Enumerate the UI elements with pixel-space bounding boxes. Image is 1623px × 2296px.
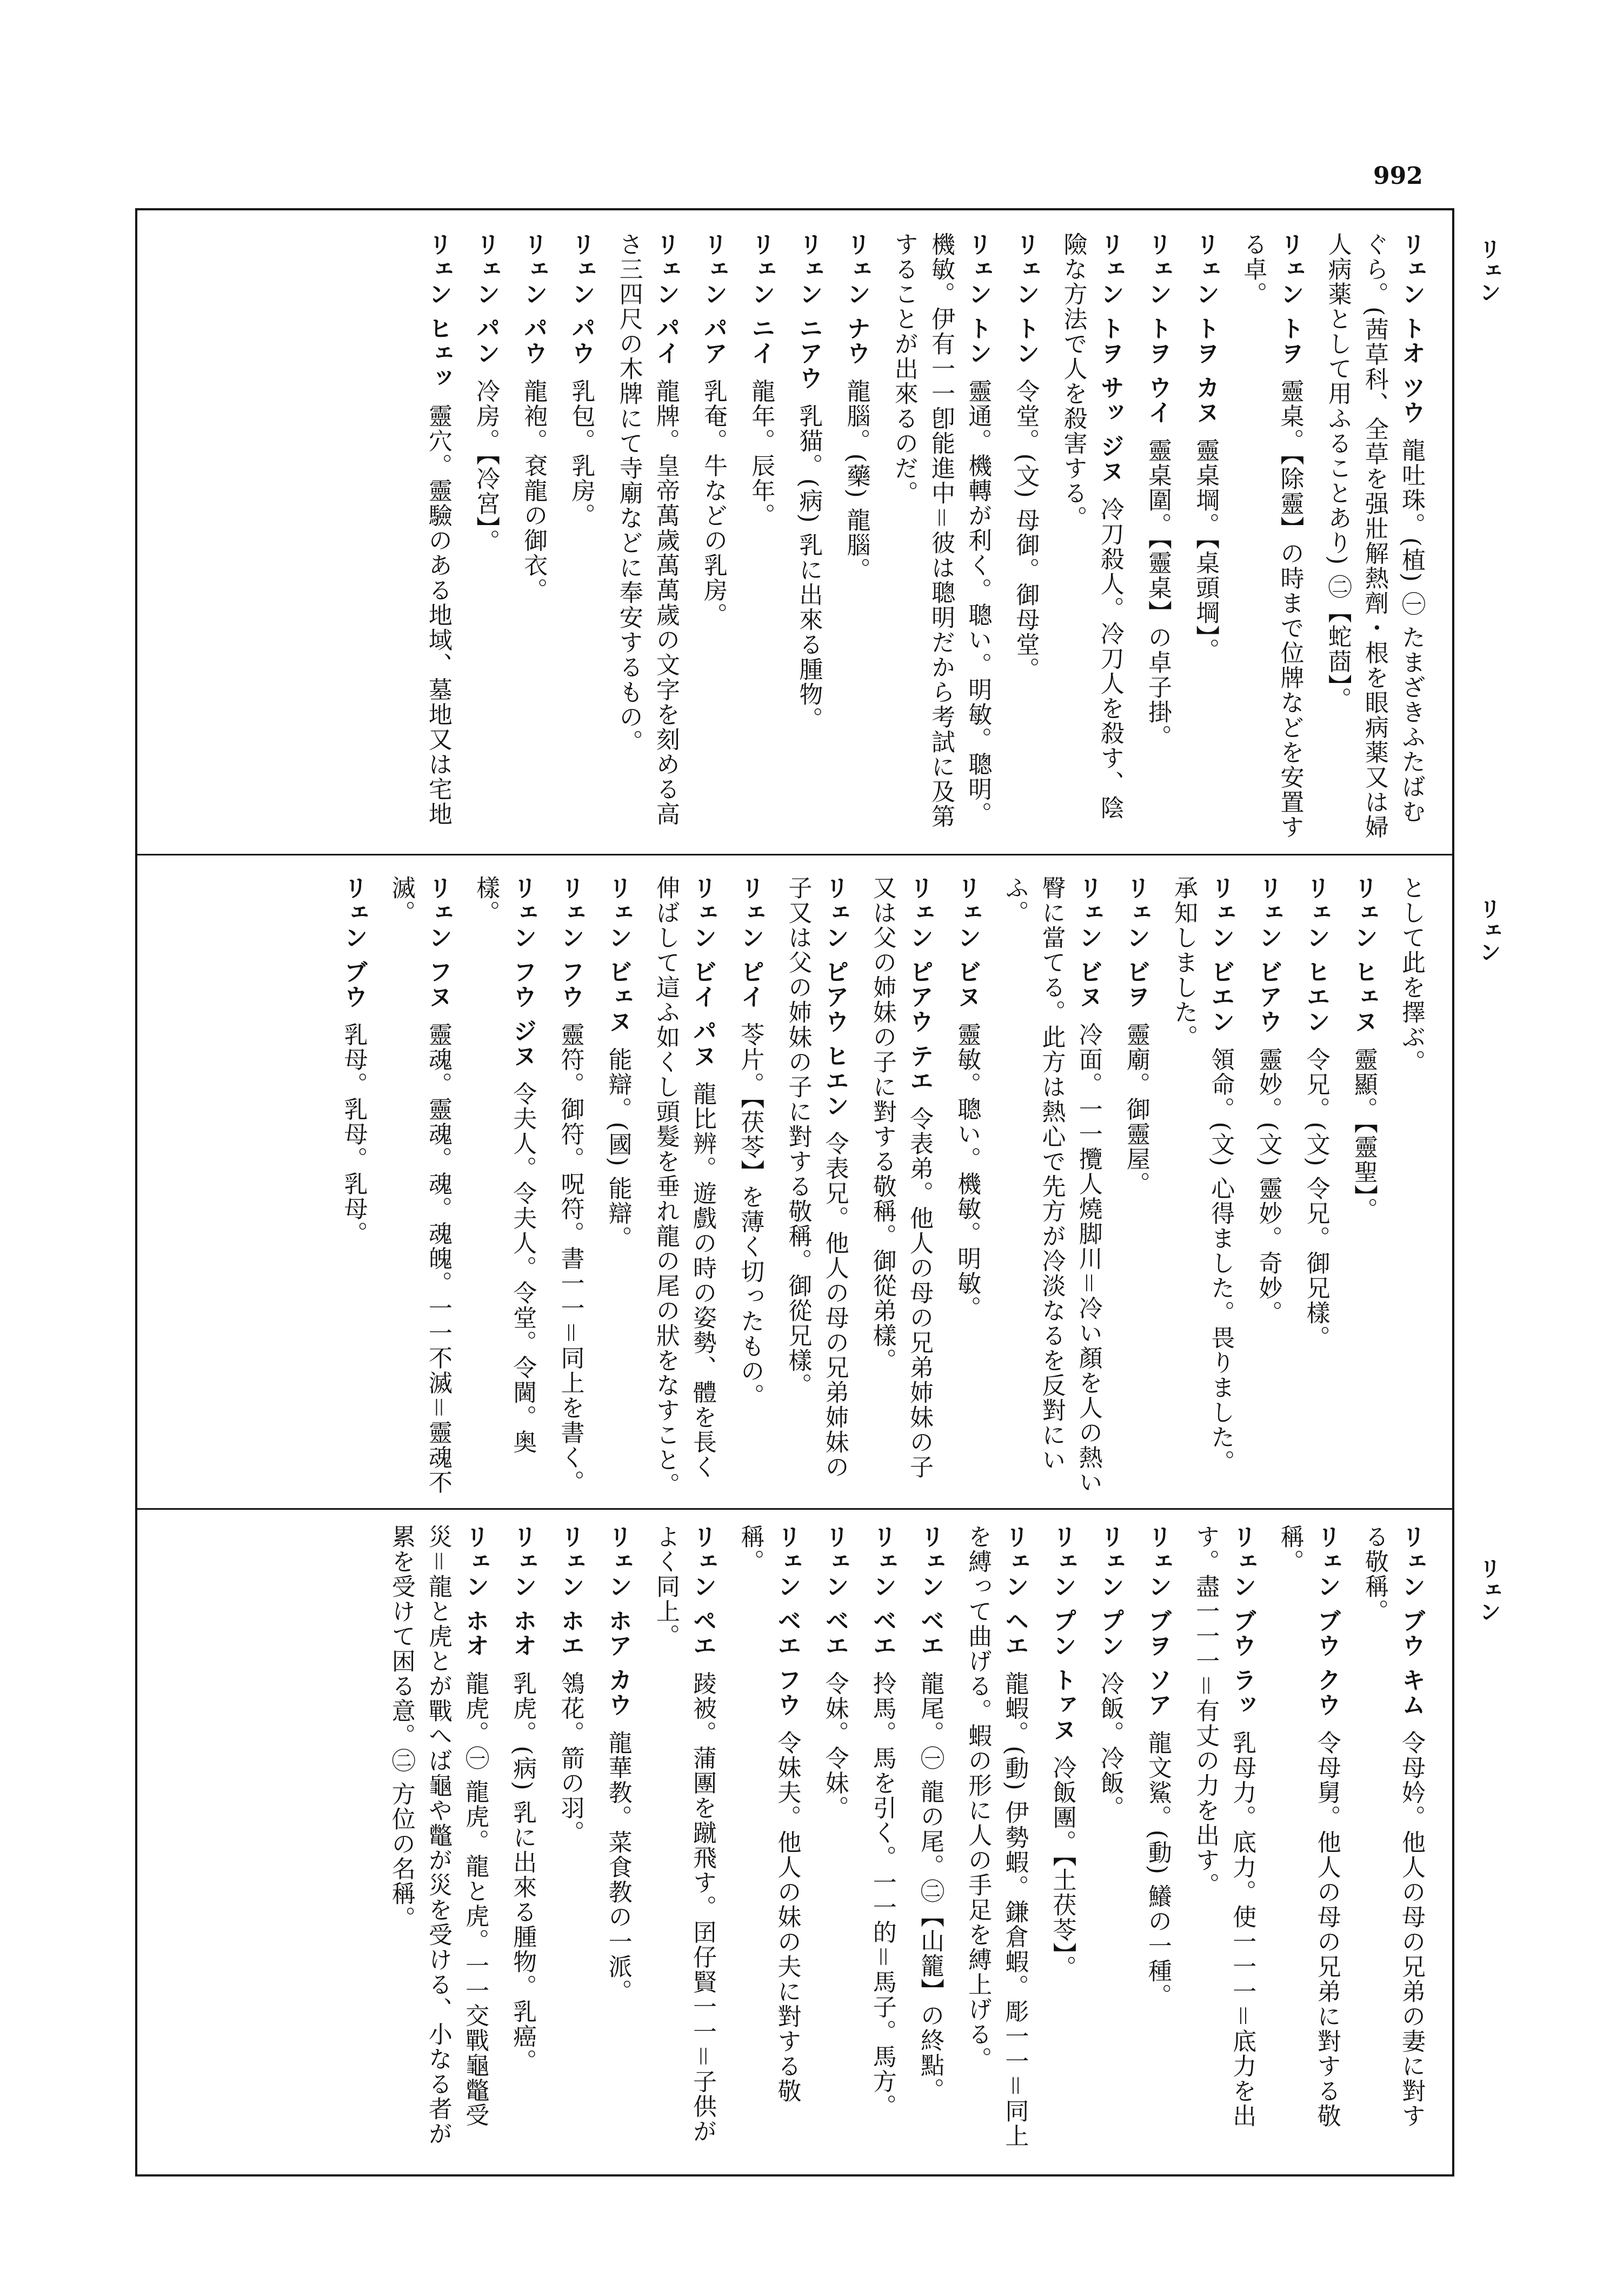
entry-definition: 靈符。御符。呪符。書一一＝同上を書く。: [556, 1022, 584, 1495]
entry-definition: 令母妗。他人の母の兄弟の妻に對する敬稱。: [1360, 1524, 1425, 2128]
entry-headword: リェン ビエン: [1207, 875, 1235, 1034]
entry-headword: リェン ブウ ラッ: [1228, 1524, 1256, 1717]
dictionary-entry: [996, 875, 1107, 1497]
entry-headword: リェン ヒエン: [1302, 875, 1330, 1034]
dictionary-entry: [467, 875, 541, 1497]
entry-headword: リェン フウ: [556, 875, 584, 1010]
entry-definition: 冷飯團。【土茯苓】。: [1048, 1755, 1076, 1980]
entry-definition: 龍尾。㊀ 龍の尾。㊁【山籠】の終點。: [916, 1671, 944, 2103]
entry-definition: 令堂。(文) 母御。御母堂。: [1012, 379, 1040, 682]
entry-headword: リェン プン トァヌ: [1048, 1524, 1076, 1742]
entry-definition: 冷刀殺人。冷刀人を殺す、陰險な方法で人を殺害する。: [1059, 232, 1124, 820]
dictionary-entry: [383, 875, 456, 1497]
band-divider: [137, 1508, 1452, 1510]
entry-headword: リェン パイ: [651, 232, 680, 366]
page-frame: [135, 208, 1454, 2176]
dictionary-band-top: [164, 232, 1429, 843]
entry-definition: 靈顯。【靈聖】。: [1349, 1047, 1378, 1223]
entry-definition: 龍虎。㊀ 龍虎。龍と虎。一一交戰龜鼈受災＝龍と虎とが戰へば龜や鼈が災を受ける、小なる者が累を受けて困る意。㊁ 方位の名稱。: [387, 1524, 489, 2146]
entry-definition: 靈通。機轉が利く。聰い。明敏。聰明。機敏。伊有一一卽能進中＝彼は聰明だから考試に及第することが出來るのだ。: [890, 232, 992, 829]
entry-definition: 令表兄。他人の母の兄弟姉妹の子又は父の姉妹の子に對する敬稱。御從兄樣。: [784, 875, 849, 1479]
entry-definition: 龍文鯊。(動) 鱶の一種。: [1143, 1730, 1172, 2008]
entry-headword: リェン ピアウ ヒエン: [821, 875, 849, 1118]
dictionary-entry: [420, 232, 456, 843]
entry-definition: 靈妙。(文) 靈妙。奇妙。: [1254, 1047, 1282, 1325]
dictionary-entry: [551, 1524, 588, 2152]
dictionary-entry: [1319, 232, 1429, 843]
entry-headword: リェン フウ ジヌ: [509, 875, 537, 1069]
entry-definition: 冷面。一一攬人燒脚川＝冷い顏を人の熱い臀に當てる。此方は熱心で先方が冷淡なるを反對にいふ。: [1001, 875, 1102, 1495]
dictionary-entry: [1356, 1524, 1429, 2152]
entry-headword: リェン ホオ: [461, 1524, 489, 1658]
entry-headword: リェン ホエ: [556, 1524, 584, 1658]
entry-definition: として此を擇ぶ。: [1398, 875, 1425, 1074]
entry-definition: 鴒花。箭の羽。: [556, 1671, 584, 1846]
entry-definition: 令表弟。他人の母の兄弟姉妹の子又は父の姉妹の子に對する敬稱。御從弟樣。: [868, 875, 933, 1479]
dictionary-entry: [383, 1524, 494, 2152]
entry-headword: リェン トヲ サッ ジヌ: [1096, 232, 1124, 484]
entry-definition: 乳奄。牛などの乳房。: [700, 379, 727, 628]
entry-definition: 靈桌。【除靈】の時まで位牌などを安置する卓。: [1239, 232, 1304, 840]
entry-definition: 領命。(文) 心得ました。畏りました。承知しました。: [1170, 875, 1235, 1475]
dictionary-entry: [1234, 232, 1308, 843]
entry-headword: リェン ヒェッ: [424, 232, 452, 391]
entry-definition: 能辯。(國) 能辯。: [604, 1047, 632, 1251]
running-head: リェン: [1476, 238, 1501, 303]
dictionary-entry: [1249, 875, 1286, 1497]
dictionary-entry: [912, 1524, 948, 2152]
entry-headword: リェン ベエ: [868, 1524, 896, 1658]
dictionary-entry: [551, 875, 588, 1497]
entry-headword: リェン ホオ: [509, 1524, 537, 1658]
entry-definition: 龍袍。袞龍の御衣。: [520, 379, 548, 603]
dictionary-entry: [504, 1524, 541, 2152]
dictionary-entry: [742, 232, 779, 843]
entry-headword: リェン トン: [964, 232, 992, 366]
dictionary-entry: [886, 232, 996, 843]
entry-headword: リェン ニアウ: [795, 232, 823, 391]
entry-headword: リェン パン: [472, 232, 500, 366]
entry-definition: 令妹。令妹。: [821, 1671, 849, 1821]
dictionary-entry: [837, 232, 874, 843]
entry-headword: リェン パウ: [520, 232, 548, 366]
dictionary-entry: [864, 875, 937, 1497]
entry-definition: 龍比辨。遊戲の時の姿勢、體を長く伸ばして這ふ如くし頭髮を垂れ龍の尾の狀をなすこと。: [651, 875, 716, 1497]
dictionary-entry: [1054, 232, 1128, 843]
dictionary-entry: [1118, 875, 1154, 1497]
entry-headword: リェン ホア カウ: [604, 1524, 632, 1717]
entry-headword: リェン パウ: [567, 232, 595, 366]
entry-definition: 龍年。辰年。: [747, 379, 775, 528]
entry-headword: リェン ペエ: [689, 1524, 716, 1658]
entry-headword: リェン ビヌ: [1074, 875, 1102, 1010]
dictionary-entry: [562, 232, 599, 843]
dictionary-entry: [790, 232, 827, 843]
entry-definition: 乳母。乳母。乳母。: [340, 1022, 368, 1246]
entry-definition: 拎馬。馬を引く。一一的＝馬子。馬方。: [868, 1671, 896, 2119]
entry-headword: リェン フヌ: [424, 875, 452, 1010]
entry-definition: 靈魂。靈魂。魂。魂魄。一一不滅＝靈魂不滅。: [387, 875, 452, 1495]
entry-definition: 靈穴。靈驗のある地域、墓地又は宅地: [424, 403, 452, 827]
entry-headword: リェン ビヌ: [953, 875, 981, 1010]
page-number: 992: [1373, 162, 1423, 190]
dictionary-entry: [1007, 232, 1043, 843]
entry-definition: 踜被。蒲團を蹴飛す。囝仔賢一一＝子供がよく同上。: [651, 1524, 716, 2144]
entry-definition: 乳虎。(病) 乳に出來る腫物。乳癌。: [509, 1671, 537, 2074]
entry-definition: 龍牌。皇帝萬歲萬萬歲の文字を刻める高さ三四尺の木牌にて寺廟などに奉安するもの。: [615, 232, 680, 827]
entry-definition: 令夫人。令夫人。令堂。令閫。奥樣。: [472, 875, 537, 1455]
entry-definition: 令母舅。他人の母の兄弟に對する敬稱。: [1276, 1524, 1341, 2128]
dictionary-entry: [779, 875, 853, 1497]
entry-definition: 苓片。【茯苓】を薄く切ったもの。: [736, 1022, 764, 1409]
entry-headword: リェン ブウ クウ: [1313, 1524, 1341, 1717]
entry-headword: リェン ナウ: [842, 232, 870, 366]
dictionary-entry: [1297, 875, 1334, 1497]
dictionary-entry: [610, 232, 683, 843]
entry-headword: リェン ベエ: [916, 1524, 944, 1658]
dictionary-entry: [1187, 1524, 1260, 2152]
entry-definition: 龍吐珠。(植) ㊀ たまざきふたばむぐら。(茜草科、全草を强壯解熱劑・根を眼病薬又は婦人病薬として用ふることあり) ㊁【蛇莔】。: [1323, 232, 1425, 840]
entry-headword: リェン ピアウ テエ: [905, 875, 933, 1093]
entry-headword: リェン トヲ: [1276, 232, 1304, 366]
dictionary-entry: [731, 1524, 805, 2152]
dictionary-band-middle: [164, 875, 1429, 1497]
dictionary-entry: [599, 875, 636, 1497]
entry-definition: 冷房。【冷宮】。: [472, 379, 500, 554]
entry-headword: リェン パア: [700, 232, 727, 366]
dictionary-entry: [647, 875, 721, 1497]
entry-headword: リェン ビヲ: [1122, 875, 1150, 1010]
dictionary-entry: [1043, 1524, 1080, 2152]
entry-definition: 龍華教。菜食教の一派。: [604, 1730, 632, 2004]
band-divider: [137, 854, 1452, 855]
entry-definition: 龍蝦。(動) 伊勢蝦。鎌倉蝦。彫一一＝同上を縛って曲げる。蝦の形に人の手足を縛上げる。: [964, 1524, 1029, 2148]
dictionary-band-bottom: [164, 1524, 1429, 2152]
dictionary-entry: [1345, 875, 1382, 1497]
entry-headword: リェン ピイ: [736, 875, 764, 1010]
entry-headword: リェン ビアウ: [1254, 875, 1282, 1034]
entry-headword: リェン ブヲ ソア: [1143, 1524, 1172, 1717]
dictionary-entry: [335, 875, 371, 1497]
entry-definition: 乳包。乳房。: [567, 379, 595, 528]
dictionary-entry: [1165, 875, 1239, 1497]
entry-headword: リェン ヘエ: [1001, 1524, 1029, 1658]
dictionary-entry: [1139, 232, 1176, 843]
entry-definition: 冷飯。冷飯。: [1096, 1671, 1124, 1821]
dictionary-entry: [1187, 232, 1223, 843]
dictionary-entry: [1092, 1524, 1128, 2152]
dictionary-entry: [864, 1524, 901, 2152]
dictionary-entry: [467, 232, 504, 843]
dictionary-entry: [1139, 1524, 1176, 2152]
entry-headword: リェン ベエ フウ: [773, 1524, 801, 1717]
entry-definition: 乳母力。底力。使一一一＝底力を出す。盡一一一＝有丈の力を出す。: [1192, 1524, 1256, 2128]
dictionary-entry: [599, 1524, 636, 2152]
entry-headword: リェン プン: [1096, 1524, 1124, 1658]
dictionary-entry: [647, 1524, 721, 2152]
entry-headword: リェン トオ ツウ: [1398, 232, 1425, 425]
entry-definition: 令兄。(文) 令兄。御兄樣。: [1302, 1047, 1330, 1350]
entry-definition: 靈敏。聰い。機敏。明敏。: [953, 1022, 981, 1321]
entry-definition: 靈桌堈。【桌頭堈】。: [1192, 437, 1220, 663]
dictionary-entry: [515, 232, 551, 843]
entry-headword: リェン ニイ: [747, 232, 775, 366]
entry-headword: リェン トン: [1012, 232, 1040, 366]
entry-headword: リェン ブウ: [340, 875, 368, 1010]
dictionary-entry: [948, 875, 985, 1497]
entry-definition: 靈桌圍。【靈桌】の卓子掛。: [1143, 437, 1172, 749]
dictionary-entry: [1393, 875, 1429, 1497]
dictionary-entry: [959, 1524, 1033, 2152]
entry-headword: リェン ヒェヌ: [1349, 875, 1378, 1034]
dictionary-entry: [816, 1524, 853, 2152]
entry-definition: 令妹夫。他人の妹の夫に對する敬稱。: [736, 1524, 801, 2103]
entry-headword: リェン トヲ カヌ: [1192, 232, 1220, 425]
entry-headword: リェン トヲ ウイ: [1143, 232, 1172, 425]
entry-definition: 龍腦。(藥) 龍腦。: [842, 379, 870, 582]
running-head: リェン: [1476, 1557, 1501, 1622]
entry-headword: リェン ベエ: [821, 1524, 849, 1658]
entry-definition: 靈廟。御靈屋。: [1122, 1022, 1150, 1197]
dictionary-entry: [731, 875, 768, 1497]
entry-headword: リェン ビェヌ: [604, 875, 632, 1034]
running-head: リェン: [1476, 898, 1501, 963]
entry-definition: 乳猫。(病) 乳に出來る腫物。: [795, 403, 823, 732]
dictionary-entry: [695, 232, 731, 843]
dictionary-entry: [1271, 1524, 1345, 2152]
entry-headword: リェン ビイ パヌ: [689, 875, 716, 1069]
entry-headword: リェン ブウ キム: [1398, 1524, 1425, 1717]
